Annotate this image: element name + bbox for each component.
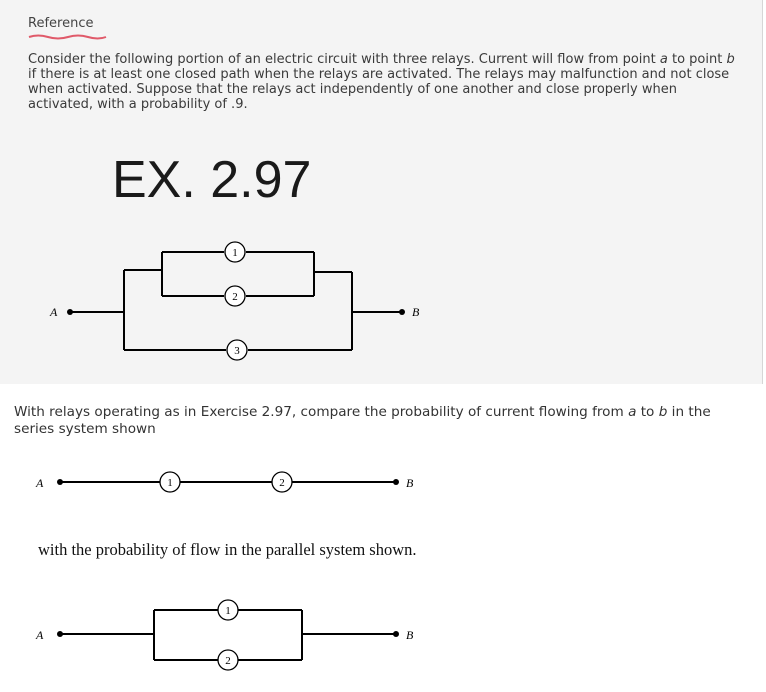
terminal-a-dot [67, 309, 73, 315]
parallel-terminal-b-dot [393, 631, 399, 637]
series-label-a: A [36, 476, 44, 490]
parallel-terminal-a-dot [57, 631, 63, 637]
parallel-label-b: B [406, 628, 414, 642]
series-terminal-b-dot [393, 479, 399, 485]
series-relay-1-label: 1 [167, 477, 173, 489]
relay-3-label: 3 [234, 345, 240, 357]
series-relay-2-label: 2 [279, 477, 285, 489]
circuit1-label-a: A [50, 305, 58, 319]
terminal-b-dot [399, 309, 405, 315]
parallel-relay-1-label: 1 [225, 605, 231, 617]
parallel-label-a: A [36, 628, 44, 642]
relay-1 [225, 242, 245, 262]
exercise-title: EX. 2.97 [112, 151, 312, 209]
relay-1-label: 1 [232, 247, 238, 259]
parallel-question: with the probability of flow in the parallel system shown. [38, 540, 417, 559]
reference-paragraph: Consider the following portion of an electric circuit with three relays. Current will flow from point a to point b if there is at least one closed path when the relays are activated. The relays may malfunction and not close when activated. Suppose that the relays act independently of one another and close properly when activated, with a probability of .9. [28, 52, 735, 112]
series-label-b: B [406, 476, 414, 490]
series-relay-2 [272, 472, 292, 492]
reference-label: Reference [28, 16, 94, 31]
parallel-relay-1 [218, 600, 238, 620]
relay-3 [227, 340, 247, 360]
question-paragraph: With relays operating as in Exercise 2.97, compare the probability of current flowing from a to b in the series system shown [14, 404, 711, 437]
parallel-relay-2-label: 2 [225, 655, 231, 667]
relay-2-label: 2 [232, 291, 238, 303]
series-relay-1 [160, 472, 180, 492]
series-terminal-a-dot [57, 479, 63, 485]
relay-2 [225, 286, 245, 306]
parallel-relay-2 [218, 650, 238, 670]
circuit1-label-b: B [412, 305, 420, 319]
